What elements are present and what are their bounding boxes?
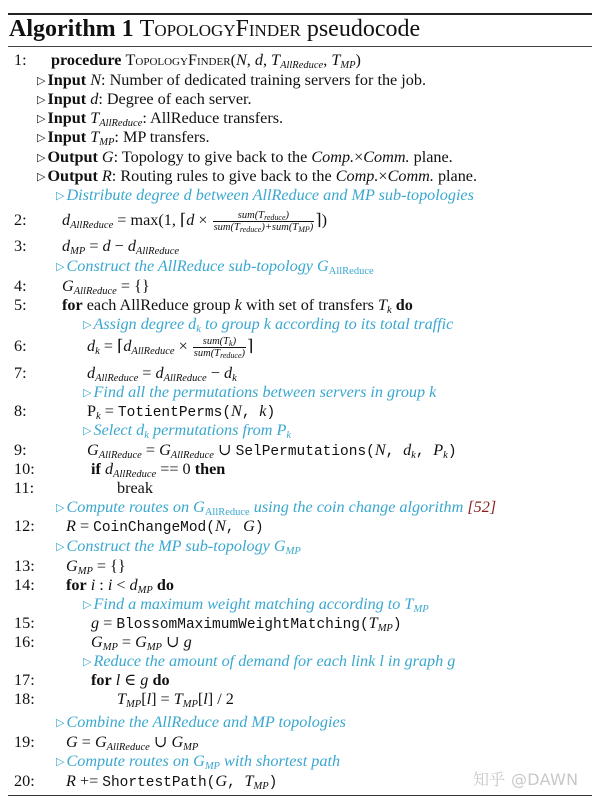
line-number: 2: xyxy=(14,211,27,229)
sub: MP xyxy=(77,566,93,577)
sub: reduce xyxy=(264,213,286,222)
sum: sum xyxy=(271,222,289,233)
line-number: 15: xyxy=(14,614,35,632)
sub: MP xyxy=(298,225,310,234)
times: × xyxy=(354,148,364,166)
line-number: 10: xyxy=(14,460,35,478)
code: $P_k$ = TotientPerms(N, k) xyxy=(87,402,276,422)
keyword-do: do xyxy=(395,296,413,314)
triangle-icon: ▷ xyxy=(56,541,65,553)
comment-text: Combine the AllReduce and MP topologies xyxy=(66,713,346,731)
function-selpermutations: SelPermutations xyxy=(235,444,367,460)
sub: k xyxy=(229,339,233,348)
comment-text: permutations from P xyxy=(148,421,287,439)
keyword-input: Input xyxy=(47,71,87,89)
keyword-for: for xyxy=(91,671,112,689)
triangle-icon: ▷ xyxy=(37,132,46,144)
sub: MP xyxy=(182,699,198,710)
algorithm-label: Algorithm 1 xyxy=(9,16,134,42)
sub: AllReduce xyxy=(170,450,214,461)
sub: MP xyxy=(183,742,199,753)
comment-text: Select d xyxy=(93,421,145,439)
triangle-icon: ▷ xyxy=(56,190,65,202)
function-shortestpath: ShortestPath xyxy=(102,775,207,791)
sub: AllReduce xyxy=(73,286,117,297)
line-number: 8: xyxy=(14,402,27,420)
code: R += ShortestPath(G, $T_{MP}$) xyxy=(66,772,278,792)
algorithm-name: TopologyFinder xyxy=(139,16,301,42)
sub: AllReduce xyxy=(113,469,157,480)
line-number: 3: xyxy=(14,237,27,255)
triangle-icon: ▷ xyxy=(56,261,65,273)
triangle-icon: ▷ xyxy=(37,171,46,183)
keyword-for: for xyxy=(62,296,83,314)
keyword-do: do xyxy=(156,576,174,594)
code: $G = G_{AllReduce}$ ∪ $G_{MP}$ xyxy=(66,733,199,753)
code: break xyxy=(117,479,153,497)
citation-link[interactable]: [52] xyxy=(467,498,497,516)
code: $G_{MP} = G_{MP}$ ∪ g xyxy=(91,633,192,653)
code: $d_k$ = $⌈d_{AllReduce}$ × $\frac{sum(T_k)}{sum(T_{reduce})}$ ⌉ xyxy=(87,336,254,360)
code: $d_{AllReduce} = d_{AllReduce} - d_k$ xyxy=(87,364,237,384)
function-blossom: BlossomMaximumWeightMatching xyxy=(116,617,360,633)
triangle-icon: ▷ xyxy=(56,717,65,729)
sub: MP xyxy=(285,546,301,557)
comp: Comp. xyxy=(335,167,379,185)
triangle-icon: ▷ xyxy=(56,756,65,768)
sub: reduce xyxy=(239,225,262,234)
code: $G_{MP}$ = {} xyxy=(66,557,126,577)
sub: AllReduce xyxy=(106,742,150,753)
sub: AllReduce xyxy=(280,60,324,71)
line-number: 1: xyxy=(14,51,27,69)
comment-text: Distribute degree d between AllReduce and MP sub-topologies xyxy=(66,186,474,204)
procedure-header: procedure TopologyFinder(N, d, $T_{AllReduce}$, $T_{MP}$) xyxy=(51,51,361,71)
comment-text: Reduce the amount of demand for each link l in graph g xyxy=(93,652,456,670)
sub: MP xyxy=(99,137,115,148)
sub: MP xyxy=(340,60,356,71)
line-number: 9: xyxy=(14,441,27,459)
triangle-icon: ▷ xyxy=(83,387,92,399)
comment-text: Find a maximum weight matching according to T xyxy=(93,595,414,613)
comp: Comp. xyxy=(311,148,355,166)
line-number: 18: xyxy=(14,690,35,708)
sub: k xyxy=(411,450,416,461)
code: $G_{AllReduce} = G_{AllReduce}$ ∪ SelPermutations(N, $d_k$, $P_k$) xyxy=(87,441,457,461)
comment-text: Assign degree d xyxy=(93,315,197,333)
sub: k xyxy=(443,450,448,461)
sum: sum xyxy=(237,210,255,221)
triangle-icon: ▷ xyxy=(37,152,46,164)
line-number: 14: xyxy=(14,576,35,594)
code: $g = BlossomMaximumWeightMatching(T_{MP})$ xyxy=(91,614,402,634)
line-number: 4: xyxy=(14,277,27,295)
keyword-for: for xyxy=(66,576,87,594)
keyword-do: do xyxy=(152,671,170,689)
comment-text: Construct the AllReduce sub-topology G xyxy=(66,257,329,275)
function-totientperms: TotientPerms xyxy=(117,405,223,421)
sub: AllReduce xyxy=(131,346,175,358)
procedure-name: TopologyFinder xyxy=(125,51,231,69)
plane: plane. xyxy=(433,167,478,185)
sub: k xyxy=(232,373,237,384)
comm: Comm. xyxy=(387,167,434,185)
keyword-output: Output xyxy=(47,167,98,185)
algorithm-suffix: pseudocode xyxy=(306,16,421,42)
keyword-input: Input xyxy=(47,109,87,127)
triangle-icon: ▷ xyxy=(37,75,46,87)
sub: MP xyxy=(70,246,86,257)
sub: k xyxy=(96,411,101,422)
sum: sum xyxy=(213,222,231,233)
keyword-output: Output xyxy=(47,148,98,166)
code: for i : $i < d_{MP}$ do xyxy=(66,576,174,596)
sub: MP xyxy=(253,781,269,792)
sub: MP xyxy=(137,585,153,596)
sum: sum xyxy=(202,336,220,347)
code: for l ∈ g do xyxy=(91,671,170,689)
sub: k xyxy=(144,430,149,441)
sub: k xyxy=(387,305,392,316)
output-g-desc: : Topology to give back to the xyxy=(113,148,312,166)
max: max xyxy=(130,211,159,230)
bottom-rule xyxy=(8,795,592,796)
comment-text: Compute routes on G xyxy=(66,752,205,770)
input-n-desc: : Number of dedicated training servers for the job. xyxy=(101,71,427,89)
watermark: 知乎 @DAWN xyxy=(473,770,579,789)
line-number: 13: xyxy=(14,557,35,575)
line-number: 16: xyxy=(14,633,35,651)
sub: MP xyxy=(126,699,142,710)
sum: sum xyxy=(193,348,211,359)
input-tar-desc: : AllReduce transfers. xyxy=(142,109,284,127)
comm: Comm. xyxy=(363,148,410,166)
output-r-desc: : Routing rules to give back to the xyxy=(111,167,336,185)
sub: AllReduce xyxy=(328,266,374,277)
sub: AllReduce xyxy=(135,246,180,257)
sub: MP xyxy=(146,642,162,653)
sub: k xyxy=(196,324,201,335)
sub: AllReduce xyxy=(70,220,114,232)
sub: k xyxy=(286,430,292,441)
sub: k xyxy=(95,346,100,358)
algorithm-caption xyxy=(9,14,420,44)
sub: AllReduce xyxy=(98,450,142,461)
code: $T_{MP}[l] = T_{MP}[l] / 2$ xyxy=(117,690,234,710)
code: R = CoinChangeMod(N, G) xyxy=(66,517,264,536)
sub: reduce xyxy=(220,351,242,360)
code: $d_{AllReduce} = \max(1$, ⌈d × $\frac{sum(T_{reduce})}{sum(T_{reduce})+sum(T_{MP})}$ ⌉) xyxy=(62,210,327,234)
line-number: 6: xyxy=(14,337,27,355)
triangle-icon: ▷ xyxy=(56,502,65,514)
comment-text: using the coin change algorithm xyxy=(249,498,468,516)
triangle-icon: ▷ xyxy=(83,656,92,668)
triangle-icon: ▷ xyxy=(83,425,92,437)
text: with set of transfers xyxy=(241,296,379,314)
text: each AllReduce group xyxy=(82,296,235,314)
function-coinchangemod: CoinChangeMod xyxy=(93,520,207,536)
line-number: 20: xyxy=(14,772,35,790)
line-number: 12: xyxy=(14,517,35,535)
sub: AllReduce xyxy=(204,507,250,518)
sub: AllReduce xyxy=(99,118,143,129)
keyword-procedure: procedure xyxy=(51,51,122,69)
code: $d_{MP} = d - d_{AllReduce}$ xyxy=(62,237,180,257)
line-number: 11: xyxy=(14,479,35,497)
plane: plane. xyxy=(409,148,453,166)
input-d-desc: : Degree of each server. xyxy=(98,90,252,108)
keyword-then: then xyxy=(194,460,226,478)
times: × xyxy=(378,167,388,185)
line-number: 7: xyxy=(14,364,27,382)
triangle-icon: ▷ xyxy=(83,319,92,331)
code: for each AllReduce group k with set of transfers $T_k$ do xyxy=(62,296,413,316)
triangle-icon: ▷ xyxy=(37,113,46,125)
sub: MP xyxy=(204,761,220,772)
line-number: 5: xyxy=(14,296,27,314)
comment-text: with shortest path xyxy=(219,752,341,770)
triangle-icon: ▷ xyxy=(83,599,92,611)
line-number: 17: xyxy=(14,671,35,689)
comment-text: Construct the MP sub-topology G xyxy=(66,537,286,555)
sub: MP xyxy=(413,604,429,615)
sub: MP xyxy=(102,642,118,653)
comment-text: Find all the permutations between servers in group k xyxy=(93,383,437,401)
sub: MP xyxy=(377,623,393,634)
code: $G_{AllReduce}$ = {} xyxy=(62,277,150,297)
code: if $d_{AllReduce} == 0$ then xyxy=(91,460,226,480)
comment-text: Compute routes on G xyxy=(66,498,205,516)
caption-rule xyxy=(8,46,592,47)
sub: AllReduce xyxy=(95,373,139,384)
keyword-if: if xyxy=(91,460,101,478)
sub: AllReduce xyxy=(163,373,207,384)
input-tmp-desc: : MP transfers. xyxy=(114,128,210,146)
keyword-input: Input xyxy=(47,90,87,108)
fraction: $\frac{sum(T_k)}{sum(T_{reduce})}$ xyxy=(193,336,246,360)
line-number: 19: xyxy=(14,733,35,751)
keyword-input: Input xyxy=(47,128,87,146)
triangle-icon: ▷ xyxy=(37,94,46,106)
fraction: $\frac{sum(T_{reduce})}{sum(T_{reduce})+sum(T_{MP})}$ xyxy=(213,210,314,234)
comment-text: to group k according to its total traffic xyxy=(200,315,454,333)
